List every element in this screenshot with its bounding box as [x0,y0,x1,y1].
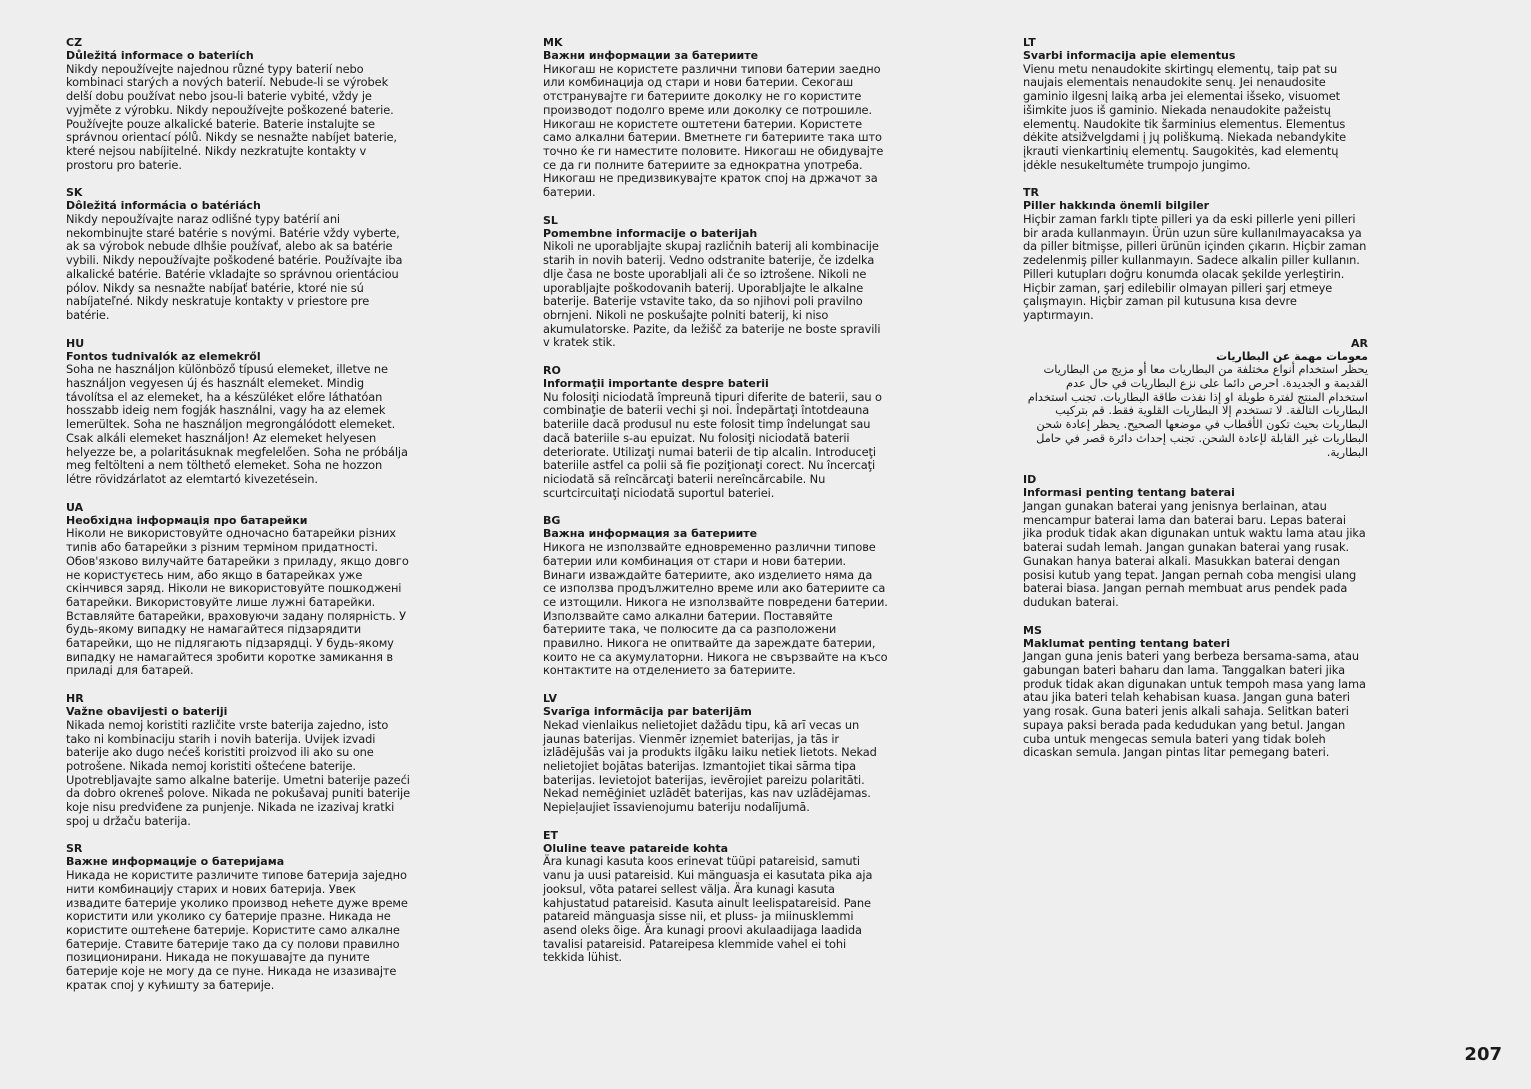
language-code: SR [66,842,83,856]
language-code: LT [1023,36,1036,49]
language-section-sk [66,186,411,322]
section-body: يحظر استخدام أنواع مختلفة من البطاريات معا أو مزيج من البطاريات القديمة و الجديدة. احرص دائما على نزع البطاريات في حال عدم استخدام المنتج لفترة طويلة او إذا نفذت طاقة البطاريات. تجنب استخدام البطاريات التالفة. لا تستخدم إلا البطاريات القلوية فقط. قم بتركيب البطاريات بحيث تكون الأقطاب في موضعها الصحيح. يحظر إعادة شحن البطاريات غير القابلة لإعادة الشحن. تجنب إحداث دائرة قصر في حامل البطارية. [1027,362,1368,459]
language-section-hu [66,337,411,487]
section-body: Ніколи не використовуйте одночасно батарейки різних типів або батарейки з різним терміном придатності. Обов'язково вилучайте батарейки з приладу, якщо довго не користуєтесь ним, або якщо в батарейках уже скінчився заряд. Ніколи не використовуйте пошкоджені батарейки. Використовуйте лише лужні батарейки. Вставляйте батарейки, враховуючи задану полярність. У будь-якому випадку не намагайтеся підзарядити батарейки, що не підлягають підзарядці. У будь-якому випадку не намагайтеся зробити коротке замикання в приладі для батарей. [66,526,409,678]
language-section-id [1023,473,1368,609]
language-code: SL [543,213,558,227]
section-title: Informaţii importante despre baterii [543,377,769,391]
language-code: CZ [66,36,83,49]
language-section-et [543,829,888,965]
language-section-lt [1023,36,1368,172]
language-code: TR [1023,186,1039,200]
language-section-ro [543,364,888,500]
section-title: Piller hakkında önemli bilgiler [1023,199,1210,213]
section-body: Hiçbir zaman farklı tipte pilleri ya da eski pillerle yeni pilleri bir arada kullanmayın. Ürün uzun süre kullanılmayacaksa ya da piller bitmişse, pilleri ürünün içinden çıkarın. Hiçbir zaman zedelenmiş piller kullanmayın. Sadece alkalin piller kullanın. Pilleri kutupları doğru konumda olacak şekilde yerleştirin. Hiçbir zaman, şarj edilebilir olmayan pilleri şarj etmeye çalışmayın. Hiçbir zaman pil kutusuna kısa devre yaptırmayın. [1023,212,1367,322]
section-title: Svarbi informacija apie elementus [1023,49,1236,62]
column-left [66,36,411,1006]
column-middle [543,36,888,979]
language-section-bg [543,514,888,678]
section-title: Важна информация за батериите [543,527,758,541]
section-body: Ära kunagi kasuta koos erinevat tüüpi patareisid, samuti vanu ja uusi patareisid. Kui mänguasja ei kasutata pika aja jooksul, võta patarei sellest välja. Ära kunagi kasuta kahjustatud patareisid. Kasuta ainult leelispatareisid. Pane patareid mänguasja sisse nii, et pluss- ja miinusklemmi asend oleks õige. Ära kunagi proovi akulaadijaga laadida tavalisi patareisid. Patareipesa klemmide vahel ei tohi tekkida lühist. [543,854,873,965]
section-body: Nekad vienlaikus nelietojiet dažādu tipu, kā arī vecas un jaunas baterijas. Vienmēr izņemiet baterijas, ja tās ir izlādējušās vai ja produkts ilgāku laiku netiek lietots. Nekad nelietojiet bojātas baterijas. Izmantojiet tikai sārma tipa baterijas. Ievietojot baterijas, ievērojiet pareizu polaritāti. Nekad nemēģiniet uzlādēt baterijas, kas nav uzlādējamas. Nepieļaujiet īssavienojumu bateriju nodalījumā. [543,717,877,815]
language-section-ms [1023,624,1368,760]
language-section-hr [66,692,411,828]
section-body: Nikoli ne uporabljajte skupaj različnih baterij ali kombinacije starih in novih baterij. Vedno odstranite baterije, če izdelka dlje časa ne boste uporabljali ali če so iztrošene. Nikoli ne uporabljajte poškodovanih baterij. Uporabljajte le alkalne baterije. Baterije vstavite tako, da so njihovi poli pravilno obrnjeni. Nikoli ne poskušajte polniti baterij, ki niso akumulatorske. Pazite, da ležišč za baterije ne boste spravili v kratek stik. [543,239,881,350]
section-title: Důležitá informace o bateriích [66,49,254,62]
section-body: Никога не използвайте едновременно различни типове батерии или комбинация от стари и нови батерии. Винаги изваждайте батериите, ако изделието няма да се използва продължително време или ако батериите са се изтощили. Никога не използвайте повредени батерии. Използвайте само алкални батерии. Поставяйте батериите така, че полюсите да са разположени правилно. Никога не опитвайте да зареждате батерии, които не са акумулаторни. Никога не свързвайте на късо контактите на отделението за батериите. [543,540,888,678]
column-right [1023,36,1368,774]
section-body: Soha ne használjon különböző típusú elemeket, illetve ne használjon vegyesen új és használt elemeket. Mindig távolítsa el az elemeket, ha a készüléket előre láthatóan hosszabb ideig nem fogják használni, vagy ha az elemek lemerültek. Soha ne használjon megrongálódott elemeket. Csak alkáli elemeket használjon! Az elemeket helyesen helyezze be, a polaritásuknak megfelelően. Soha ne próbálja meg feltölteni a nem tölthető elemeket. Soha ne hozzon létre rövidzárlatot az elemtartó kivezetésein. [66,362,408,486]
section-title: Важне информације о батеријама [66,855,285,869]
language-section-ar [1023,337,1368,460]
section-body: Jangan guna jenis bateri yang berbeza bersama-sama, atau gabungan bateri baharu dan lama. Tanggalkan bateri jika produk tidak akan digunakan untuk tempoh masa yang lama atau jika bateri telah kehabisan kuasa. Jangan guna bateri yang rosak. Guna bateri jenis alkali sahaja. Selitkan bateri supaya paksi berada pada kedudukan yang betul. Jangan cuba untuk mengecas semula bateri yang tidak boleh dicaskan semula. Jangan pintas litar pemegang bateri. [1023,649,1366,760]
section-title: معومات مهمة عن البطاريات [1216,349,1368,363]
section-body: Никогаш не користете различни типови батерии заедно или комбинација од стари и нови батерии. Секогаш отстранувајте ги батериите доколку не го користите производот подолго време или доколку се потрошиле. Никогаш не користете оштетени батерии. Користете само алкални батерии. Вметнете ги батериите така што точно ќе ги наместите половите. Никогаш не обидувајте се да ги полните батериите за еднократна употреба. Никогаш не предизвикувајте краток спој на држачот за батерии. [543,61,884,200]
language-section-sr [66,842,411,992]
language-code: AR [1351,336,1368,350]
section-title: Важни информации за батериите [543,49,759,62]
language-section-sl [543,214,888,350]
section-body: Nikdy nepoužívajte naraz odlišné typy batérií ani nekombinujte staré batérie s novými. Batérie vždy vyberte, ak sa výrobok nebude dlhšie používať, alebo ak sa batérie vybili. Nikdy nepoužívajte poškodené batérie. Používajte iba alkalické batérie. Batérie vkladajte so správnou orientáciou pólov. Nikdy sa nesnažte nabíjať batérie, ktoré nie sú nabíjateľné. Nikdy neskratuje kontakty v priestore pre batérie. [66,212,403,322]
section-title: Maklumat penting tentang bateri [1023,636,1230,650]
section-title: Dôležitá informácia o batériách [66,199,261,213]
language-code: ID [1023,473,1037,487]
section-title: Informasi penting tentang baterai [1023,486,1235,500]
language-code: MK [543,36,563,49]
language-code: ET [543,828,559,842]
language-section-lv [543,692,888,815]
language-section-tr [1023,186,1368,322]
language-section-mk [543,36,888,200]
section-title: Pomembne informacije o baterijah [543,226,758,240]
language-code: UA [66,500,84,514]
language-section-cz [66,36,411,172]
language-code: RO [543,364,561,378]
section-body: Nu folosiţi niciodată împreună tipuri diferite de baterii, sau o combinaţie de baterii vechi şi noi. Îndepărtaţi întotdeauna bateriile dacă produsul nu este folosit timp îndelungat sau dacă bateriile s-au epuizat. Nu folosiţi niciodată baterii deteriorate. Utilizaţi numai baterii de tip alcalin. Introduceţi bateriile astfel ca polii să fie poziţionaţi corect. Nu încercaţi niciodată să reîncărcaţi baterii nereîncărcabile. Nu scurtcircuitaţi niciodată suportul bateriei. [543,389,882,500]
section-body: Jangan gunakan baterai yang jenisnya berlainan, atau mencampur baterai lama dan baterai baru. Lepas baterai jika produk tidak akan digunakan untuk waktu lama atau jika baterai sudah lemah. Jangan gunakan baterai yang rusak. Gunakan hanya baterai alkali. Masukkan baterai dengan posisi kutub yang tepat. Jangan pernah coba mengisi ulang baterai biasa. Jangan pernah membuat arus pendek pada dudukan baterai. [1023,498,1366,609]
section-body: Nikada nemoj koristiti različite vrste baterija zajedno, isto tako ni kombinaciju starih i novih baterija. Uvijek izvadi baterije ako dugo nećeš koristiti proizvod ili ako su one potrošene. Nikada nemoj koristiti oštećene baterije. Upotrebljavajte samo alkalne baterije. Umetni baterije pazeći da dobro okreneš polove. Nikada ne pokušavaj puniti baterije koje nisu predviđene za punjenje. Nikada ne izazivaj kratki spoj u držaču baterija. [66,717,411,828]
language-code: HU [66,336,85,350]
language-code: HR [66,692,84,706]
section-title: Необхідна інформація про батарейки [66,513,308,527]
page-number: 207 [1464,1044,1502,1065]
section-title: Važne obavijesti o bateriji [66,705,228,719]
section-body: Никада не користите различите типове батерија заједно нити комбинацију старих и нових батерија. Увек извадите батерије уколико производ нећете дуже време користити или уколико су батерије празне. Никада не користите оштећене батерије. Користите само алкалне батерије. Ставите батерије тако да су полови правилно позиционирани. Никада не покушавајте да пуните батерије које не могу да се пуне. Никада не изазивајте кратак спој у кућишту за батерије. [66,868,408,992]
language-code: BG [543,514,561,528]
section-title: Fontos tudnivalók az elemekről [66,349,261,363]
language-code: MS [1023,623,1042,637]
language-section-ua [66,501,411,678]
section-body: Nikdy nepoužívejte najednou různé typy baterií nebo kombinaci starých a nových baterií. Nebude-li se výrobek delší dobu používat nebo jsou-li baterie vybité, vždy je vyjměte z výrobku. Nikdy nepoužívejte poškozené baterie. Používejte pouze alkalické baterie. Baterie instalujte se správnou orientací pólů. Nikdy se nesnažte nabíjet baterie, které nejsou nabíjitelné. Nikdy nezkratujte kontakty v prostoru pro baterie. [66,61,397,172]
section-body: Vienu metu nenaudokite skirtingų elementų, taip pat su naujais elementais nenaudokite senų. Jei nenaudosite gaminio ilgesnį laiką arba jei elementai išseko, visuomet išimkite juos iš gaminio. Niekada nenaudokite pažeistų elementų. Naudokite tik šarminius elementus. Elementus dėkite atsižvelgdami į jų poliškumą. Niekada nebandykite įkrauti vienkartinių elementų. Saugokitės, kad elementų įdėkle nesukeltumėte trumpojo jungimo. [1023,61,1347,172]
language-code: SK [66,186,83,200]
language-code: LV [543,692,558,706]
section-title: Svarīga informācija par baterijām [543,705,752,719]
section-title: Oluline teave patareide kohta [543,841,729,855]
